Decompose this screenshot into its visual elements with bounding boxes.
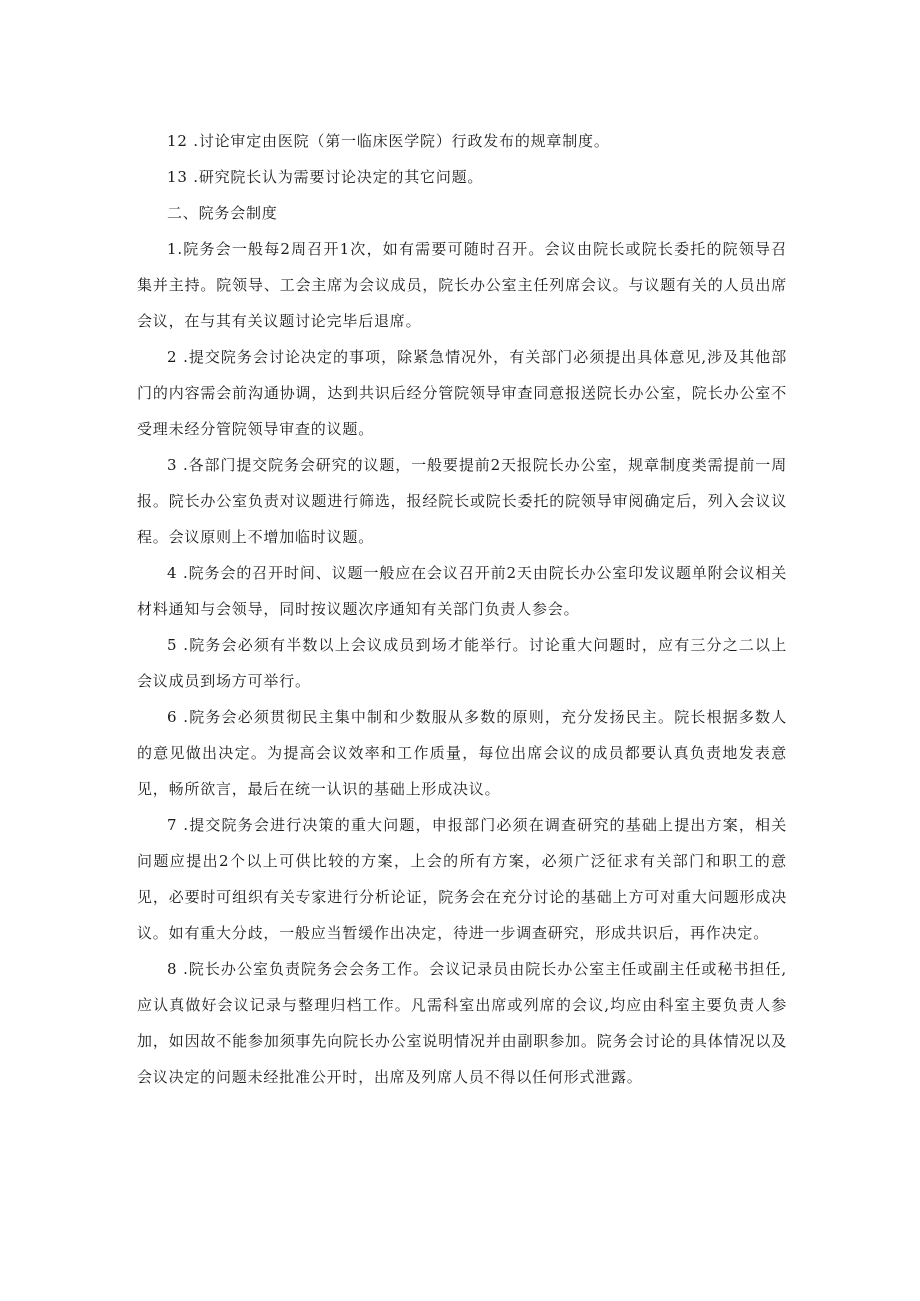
- rule-7: 7 .提交院务会进行决策的重大问题，申报部门必须在调查研究的基础上提出方案，相关问题应提出2个以上可供比较的方案，上会的所有方案，必须广泛征求有关部门和职工的意见，必要时可组织有关专家进行分析论证，院务会在充分讨论的基础上方可对重大问题形成决议。如有重大分歧，一般应当暂缓作出决定，待进一步调查研究，形成共识后，再作决定。: [137, 816, 787, 942]
- rule-8: 8 .院长办公室负责院务会会务工作。会议记录员由院长办公室主任或副主任或秘书担任,应认真做好会议记录与整理归档工作。凡需科室出席或列席的会议,均应由科室主要负责人参加，如因故不能参加须事先向院长办公室说明情况并由副职参加。院务会讨论的具体情况以及会议决定的问题未经批准公开时，出席及列席人员不得以任何形式泄露。: [137, 960, 787, 1086]
- rule-6: 6 .院务会必须贯彻民主集中制和少数服从多数的原则，充分发扬民主。院长根据多数人的意见做出决定。为提高会议效率和工作质量，每位出席会议的成员都要认真负责地发表意见，畅所欲言，最后在统一认识的基础上形成决议。: [137, 708, 787, 798]
- rule-3: 3 .各部门提交院务会研究的议题，一般要提前2天报院长办公室，规章制度类需提前一周报。院长办公室负责对议题进行筛选，报经院长或院长委托的院领导审阅确定后，列入会议议程。会议原则上不增加临时议题。: [137, 456, 787, 546]
- rule-4: 4 .院务会的召开时间、议题一般应在会议召开前2天由院长办公室印发议题单附会议相关材料通知与会领导，同时按议题次序通知有关部门负责人参会。: [137, 564, 787, 618]
- rule-1: 1.院务会一般每2周召开1次，如有需要可随时召开。会议由院长或院长委托的院领导召集并主持。院领导、工会主席为会议成员，院长办公室主任列席会议。与议题有关的人员出席会议，在与其有关议题讨论完毕后退席。: [137, 240, 787, 330]
- rule-2: 2 .提交院务会讨论决定的事项，除紧急情况外，有关部门必须提出具体意见,涉及其他部门的内容需会前沟通协调，达到共识后经分管院领导审查同意报送院长办公室，院长办公室不受理未经分管院领导审查的议题。: [137, 348, 787, 438]
- document-body: [137, 123, 787, 1095]
- item-12: 12 .讨论审定由医院（第一临床医学院）行政发布的规章制度。: [167, 132, 610, 150]
- rule-5: 5 .院务会必须有半数以上会议成员到场才能举行。讨论重大问题时，应有三分之二以上会议成员到场方可举行。: [137, 636, 787, 690]
- section-heading: 二、院务会制度: [167, 204, 278, 222]
- item-13: 13 .研究院长认为需要讨论决定的其它问题。: [167, 168, 484, 186]
